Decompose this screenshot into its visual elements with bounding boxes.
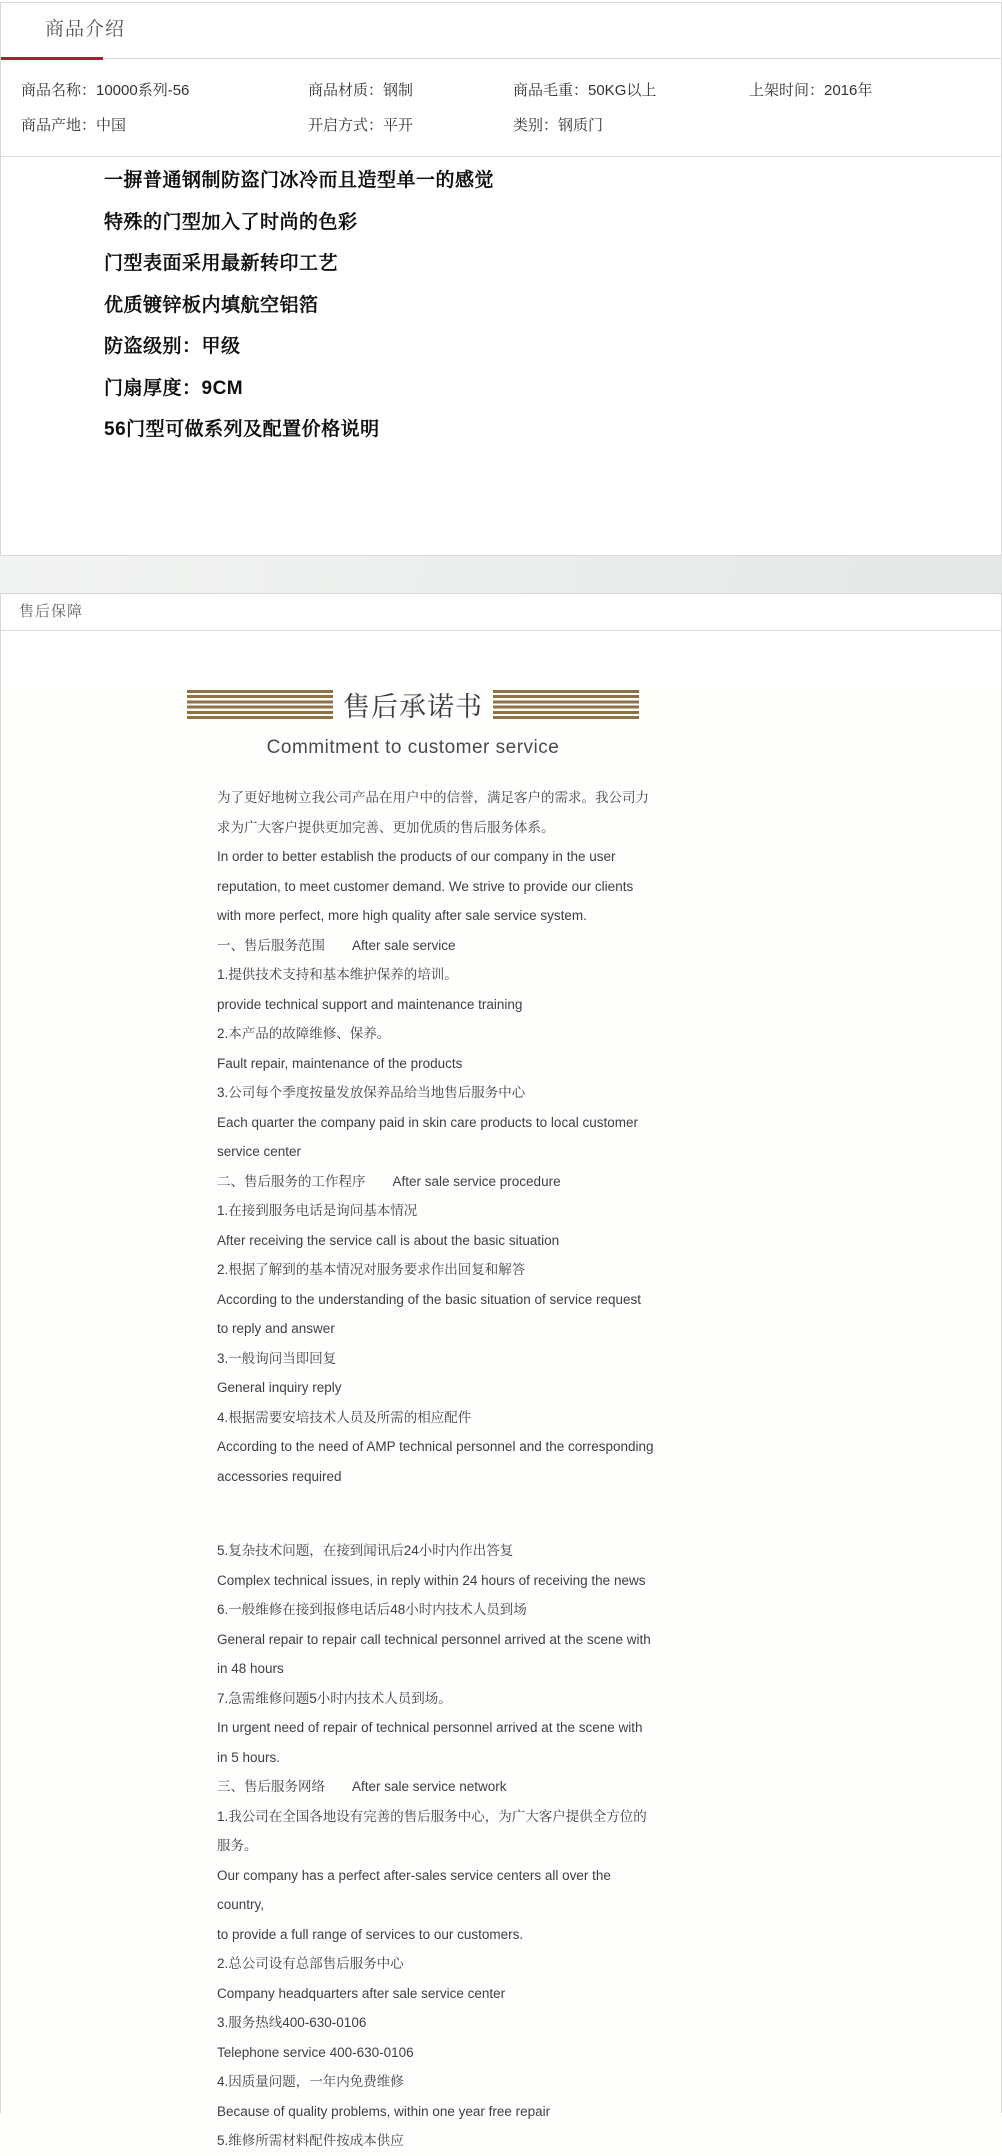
product-attribute: 上架时间：2016年 bbox=[749, 82, 873, 99]
product-feature: 优质镀锌板内填航空铝箔 bbox=[104, 294, 319, 316]
product-attribute: 类别：钢质门 bbox=[513, 117, 604, 134]
product-attributes-table bbox=[1, 59, 1001, 157]
commitment-document bbox=[1, 688, 1001, 2156]
product-attribute: 商品产地：中国 bbox=[21, 117, 127, 134]
doc-line: Each quarter the company paid in skin care products to local customer bbox=[217, 1114, 638, 1130]
gold-stripes-left-decoration bbox=[187, 690, 333, 719]
doc-line: 1.我公司在全国各地设有完善的售后服务中心，为广大客户提供全方位的 bbox=[217, 1808, 647, 1824]
doc-line: 6.一般维修在接到报修电话后48小时内技术人员到场 bbox=[217, 1602, 527, 1617]
doc-line: 为了更好地树立我公司产品在用户中的信誉，满足客户的需求。我公司力 bbox=[217, 790, 649, 805]
doc-line: 二、售后服务的工作程序 After sale service procedure bbox=[217, 1173, 561, 1189]
doc-line: 1.提供技术支持和基本维护保养的培训。 bbox=[217, 967, 458, 982]
doc-line: 三、售后服务网络 After sale service network bbox=[217, 1779, 507, 1794]
doc-line: General inquiry reply bbox=[217, 1380, 342, 1395]
doc-line: to reply and answer bbox=[217, 1321, 335, 1336]
product-feature-list bbox=[1, 157, 1001, 449]
product-attribute: 商品材质：钢制 bbox=[308, 82, 414, 99]
doc-line: Telephone service 400-630-0106 bbox=[217, 2044, 414, 2060]
product-feature: 门型表面采用最新转印工艺 bbox=[104, 253, 339, 275]
tab-product-intro[interactable]: 商品介绍 bbox=[45, 19, 126, 40]
doc-line: with more perfect, more high quality after sale service system. bbox=[217, 908, 587, 923]
doc-line: service center bbox=[217, 1144, 302, 1159]
doc-line: 2.本产品的故障维修、保养。 bbox=[217, 1026, 391, 1041]
doc-body bbox=[217, 783, 657, 2156]
doc-title-row bbox=[187, 688, 639, 721]
doc-line: Our company has a perfect after-sales service centers all over the country, bbox=[217, 1867, 615, 1912]
doc-line: According to the need of AMP technical personnel and the corresponding bbox=[217, 1439, 654, 1454]
doc-line: to provide a full range of services to our customers. bbox=[217, 1926, 524, 1942]
doc-line: In urgent need of repair of technical personnel arrived at the scene with bbox=[217, 1720, 643, 1735]
product-attribute: 开启方式：平开 bbox=[308, 117, 414, 134]
doc-line: 2.根据了解到的基本情况对服务要求作出回复和解答 bbox=[217, 1262, 526, 1277]
doc-header bbox=[187, 688, 639, 759]
doc-line: Because of quality problems, within one year free repair bbox=[217, 2103, 551, 2119]
doc-line: After receiving the service call is about the basic situation bbox=[217, 1232, 560, 1248]
doc-line: in 48 hours bbox=[217, 1661, 284, 1676]
product-feature: 56门型可做系列及配置价格说明 bbox=[104, 419, 380, 441]
gold-stripes-right-decoration bbox=[493, 690, 639, 719]
doc-line: 4.因质量问题，一年内免费维修 bbox=[217, 2074, 404, 2089]
product-intro-section bbox=[0, 2, 1002, 556]
product-feature: 一摒普通钢制防盗门冰冷而且造型单一的感觉 bbox=[104, 170, 495, 192]
after-sales-section bbox=[0, 593, 1002, 2148]
doc-line: According to the understanding of the basic situation of service request bbox=[217, 1291, 642, 1307]
doc-line: provide technical support and maintenance training bbox=[217, 996, 523, 1012]
doc-line: Complex technical issues, in reply within 24 hours of receiving the news bbox=[217, 1572, 646, 1588]
doc-line: 一、售后服务范围 After sale service bbox=[217, 937, 456, 953]
doc-line: reputation, to meet customer demand. We strive to provide our clients bbox=[217, 878, 634, 894]
doc-line: 4.根据需要安培技术人员及所需的相应配件 bbox=[217, 1409, 472, 1425]
doc-line: 1.在接到服务电话是询问基本情况 bbox=[217, 1203, 418, 1218]
doc-line: 求为广大客户提供更加完善、更加优质的售后服务体系。 bbox=[217, 819, 555, 835]
doc-line: 5.维修所需材料配件按成本供应 bbox=[217, 2133, 404, 2148]
doc-line: In order to better establish the products of our company in the user bbox=[217, 849, 616, 864]
product-intro-header bbox=[1, 3, 1001, 59]
product-feature: 防盗级别：甲级 bbox=[104, 336, 241, 358]
doc-line: 3.一般询问当即回复 bbox=[217, 1350, 337, 1366]
doc-line: 3.服务热线400-630-0106 bbox=[217, 2015, 367, 2030]
doc-line: 7.急需维修问题5小时内技术人员到场。 bbox=[217, 1690, 452, 1706]
doc-line: 3.公司每个季度按量发放保养品给当地售后服务中心 bbox=[217, 1085, 526, 1100]
doc-line: accessories required bbox=[217, 1468, 342, 1484]
product-feature: 门扇厚度：9CM bbox=[104, 377, 244, 399]
doc-line: 服务。 bbox=[217, 1838, 258, 1853]
doc-line: Company headquarters after sale service center bbox=[217, 1985, 506, 2001]
doc-line: in 5 hours. bbox=[217, 1749, 281, 1765]
tab-after-sales[interactable]: 售后保障 bbox=[19, 603, 84, 620]
doc-line: General repair to repair call technical personnel arrived at the scene with bbox=[217, 1631, 651, 1647]
product-attribute: 商品名称：10000系列-56 bbox=[21, 82, 190, 99]
doc-line: 2.总公司设有总部售后服务中心 bbox=[217, 1956, 404, 1971]
doc-subtitle: Commitment to customer service bbox=[266, 737, 560, 758]
after-sales-header bbox=[1, 594, 1001, 631]
doc-line: 5.复杂技术问题，在接到闻讯后24小时内作出答复 bbox=[217, 1543, 514, 1558]
doc-title: 售后承诺书 bbox=[343, 692, 483, 722]
doc-line: Fault repair, maintenance of the products bbox=[217, 1055, 463, 1071]
product-attribute: 商品毛重：50KG以上 bbox=[513, 82, 657, 99]
section-divider bbox=[0, 556, 1002, 593]
product-feature: 特殊的门型加入了时尚的色彩 bbox=[104, 211, 358, 233]
